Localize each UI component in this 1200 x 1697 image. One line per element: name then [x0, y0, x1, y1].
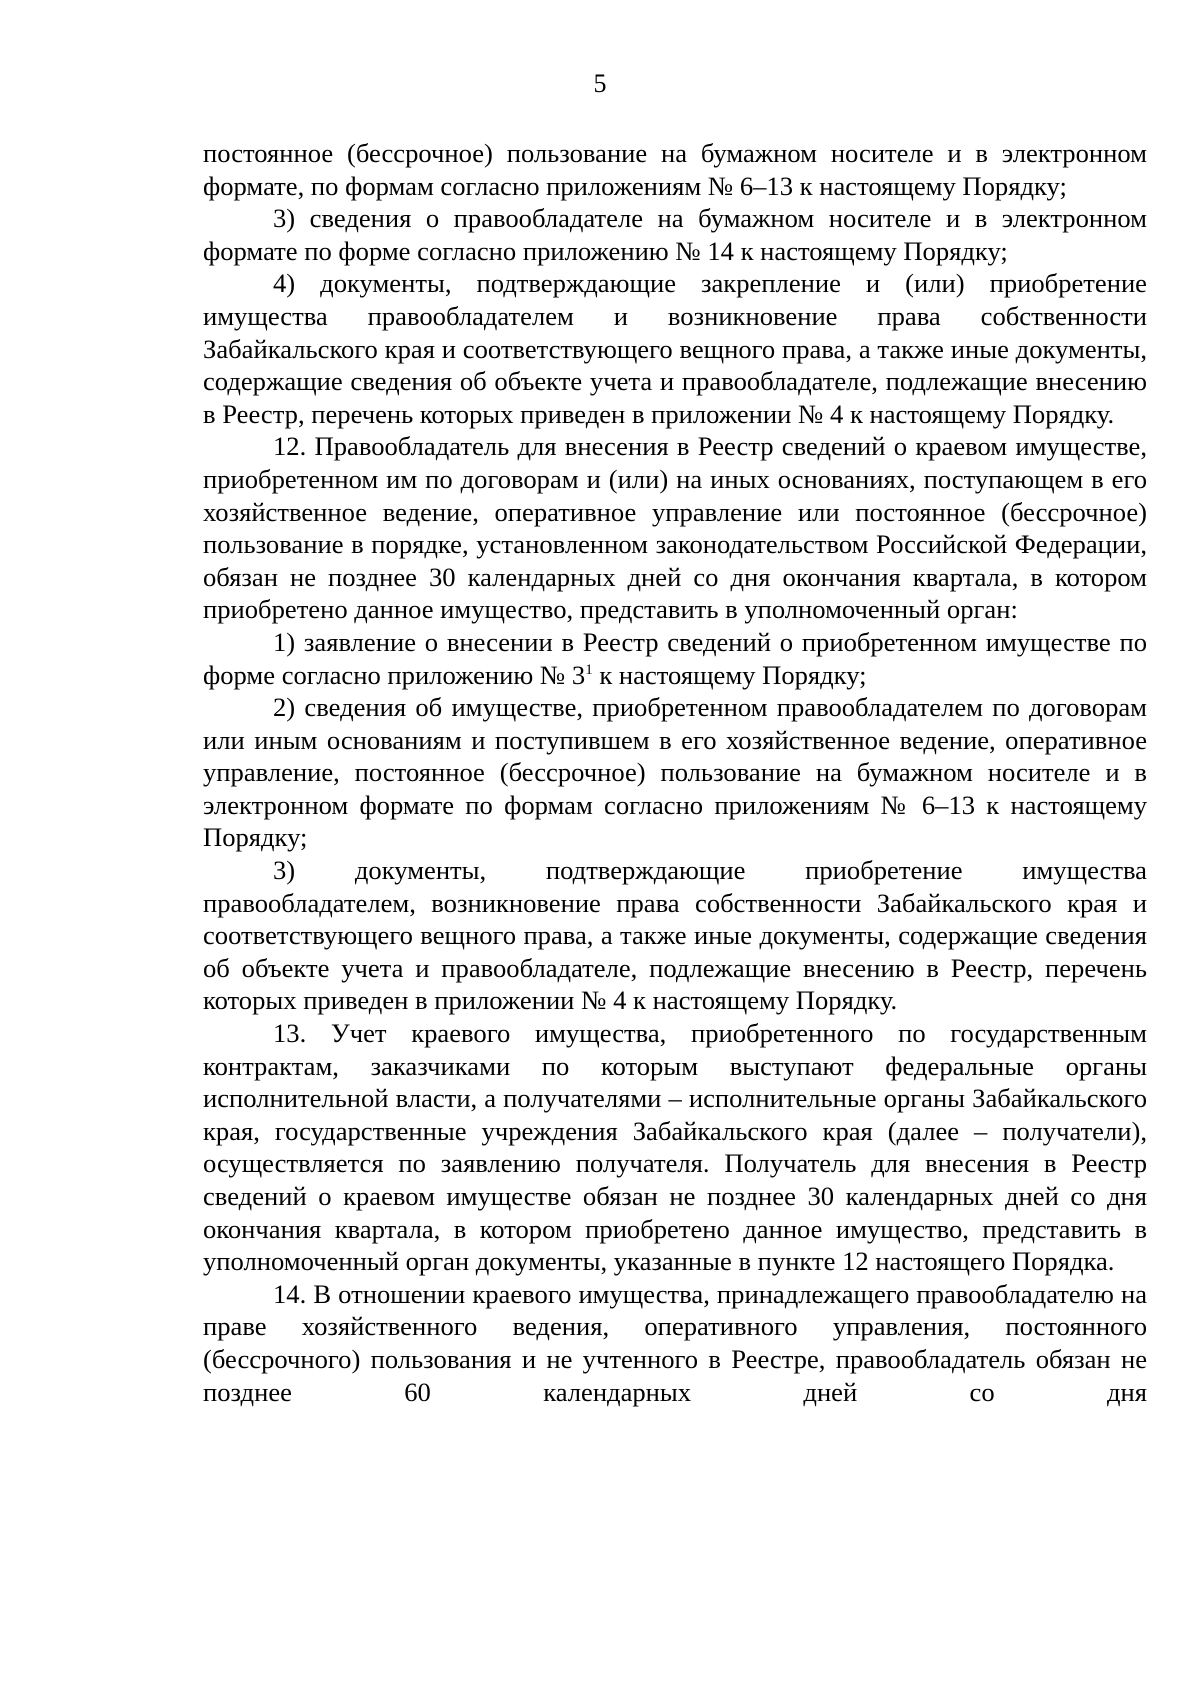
paragraph-clause-12: 12. Правообладатель для внесения в Реестр сведений о краевом имуществе, приобретенном им по договорам и (или) на иных основаниях, поступающем в его хозяйственное ведение, оперативное управление или постоянное (бессрочное) пользование в порядке, установленном законодательством Российской Федерации, обязан не позднее 30 календарных дней со дня окончания квартала, в котором приобретено данное имущество, представить в уполномоченный орган: [203, 431, 1147, 625]
page-number: 5 [593, 69, 607, 98]
document-body [203, 137, 1147, 1408]
paragraph-clause-13: 13. Учет краевого имущества, приобретенного по государственным контрактам, заказчиками по которым выступают федеральные органы исполнительной власти, а получателями – исполнительные органы Забайкальского края, государственные учреждения Забайкальского края (далее – получатели), осуществляется по заявлению получателя. Получатель для внесения в Реестр сведений о краевом имуществе обязан не позднее 30 календарных дней со дня окончания квартала, в котором приобретено данное имущество, представить в уполномоченный орган документы, указанные в пункте 12 настоящего Порядка. [203, 1018, 1147, 1277]
paragraph-clause-12-item-2: 2) сведения об имуществе, приобретенном правообладателем по договорам или иным основаниям и поступившем в его хозяйственное ведение, оперативное управление, постоянное (бессрочное) пользование на бумажном носителе и в электронном формате по формам согласно приложениям № 6–13 к настоящему Порядку; [203, 692, 1147, 853]
paragraph-item-3: 3) сведения о правообладателе на бумажном носителе и в электронном формате по форме согласно приложению № 14 к настоящему Порядку; [203, 203, 1147, 266]
superscript: 1 [585, 661, 593, 678]
paragraph-clause-14: 14. В отношении краевого имущества, принадлежащего правообладателю на праве хозяйственного ведения, оперативного управления, постоянного (бессрочного) пользования и не учтенного в Реестре, правообладатель обязан не позднее 60 календарных дней со дня [203, 1278, 1147, 1407]
paragraph-text: к настоящему Порядку; [592, 659, 867, 690]
paragraph-clause-12-item-3: 3) документы, подтверждающие приобретение имущества правообладателем, возникновение права собственности Забайкальского края и соответствующего вещного права, а также иные документы, содержащие сведения об объекте учета и правообладателе, подлежащие внесению в Реестр, перечень которых приведен в приложении № 4 к настоящему Порядку. [203, 855, 1147, 1016]
paragraph-item-4: 4) документы, подтверждающие закрепление и (или) приобретение имущества правообладателем и возникновение права собственности Забайкальского края и соответствующего вещного права, а также иные документы, содержащие сведения об объекте учета и правообладателе, подлежащие внесению в Реестр, перечень которых приведен в приложении № 4 к настоящему Порядку. [203, 268, 1147, 429]
paragraph-continuation: постоянное (бессрочное) пользование на бумажном носителе и в электронном формате, по формам согласно приложениям № 6–13 к настоящему Порядку; [203, 138, 1147, 201]
paragraph-text: 1) заявление о внесении в Реестр сведений о приобретенном имуществе по форме согласно приложению № 3 [203, 626, 1147, 690]
paragraph-clause-12-item-1 [203, 626, 1147, 691]
